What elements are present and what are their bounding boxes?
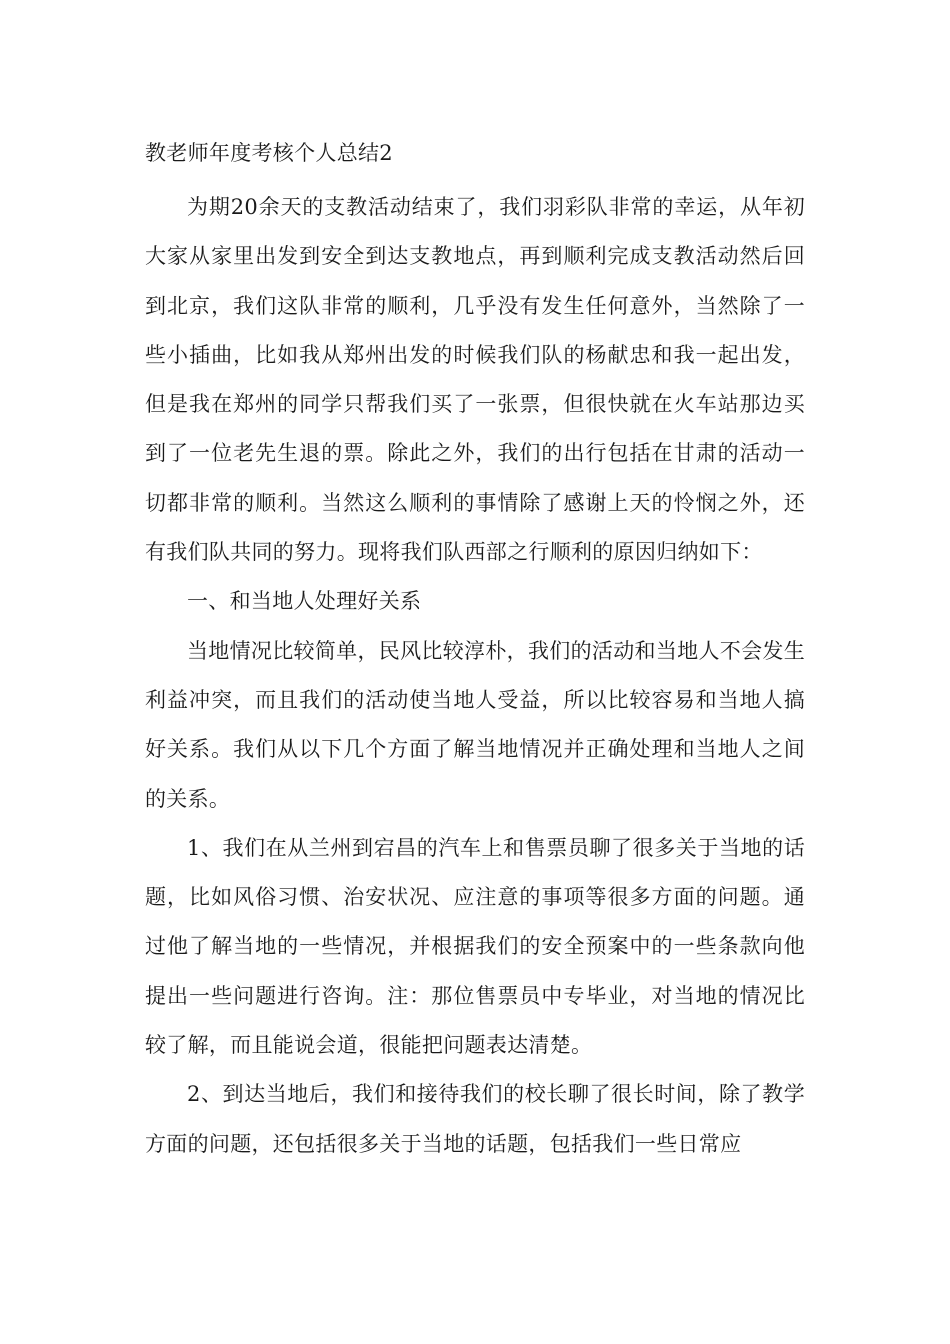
document-body bbox=[145, 133, 805, 1169]
document-title: 教老师年度考核个人总结2 bbox=[145, 141, 393, 165]
paragraph-item-1: 1、我们在从兰州到宕昌的汽车上和售票员聊了很多关于当地的话题，比如风俗习惯、治安状况、应注意的事项等很多方面的问题。通过他了解当地的一些情况，并根据我们的安全预案中的一些条款向他提出一些问题进行咨询。注：那位售票员中专毕业，对当地的情况比较了解，而且能说会道，很能把问题表达清楚。 bbox=[145, 835, 805, 1058]
paragraph-local-situation: 当地情况比较简单，民风比较淳朴，我们的活动和当地人不会发生利益冲突，而且我们的活动使当地人受益，所以比较容易和当地人搞好关系。我们从以下几个方面了解当地情况并正确处理和当地人之间的关系。 bbox=[145, 638, 805, 811]
paragraph-item-2: 2、到达当地后，我们和接待我们的校长聊了很长时间，除了教学方面的问题，还包括很多关于当地的话题，包括我们一些日常应 bbox=[145, 1082, 805, 1156]
section-heading: 一、和当地人处理好关系 bbox=[187, 589, 422, 614]
paragraph-intro: 为期20余天的支教活动结束了，我们羽彩队非常的幸运，从年初大家从家里出发到安全到达支教地点，再到顺利完成支教活动然后回到北京，我们这队非常的顺利，几乎没有发生任何意外，当然除了一些小插曲，比如我从郑州出发的时候我们队的杨献忠和我一起出发，但是我在郑州的同学只帮我们买了一张票，但很快就在火车站那边买到了一位老先生退的票。除此之外，我们的出行包括在甘肃的活动一切都非常的顺利。当然这么顺利的事情除了感谢上天的怜悯之外，还有我们队共同的努力。现将我们队西部之行顺利的原因归纳如下： bbox=[145, 195, 805, 565]
